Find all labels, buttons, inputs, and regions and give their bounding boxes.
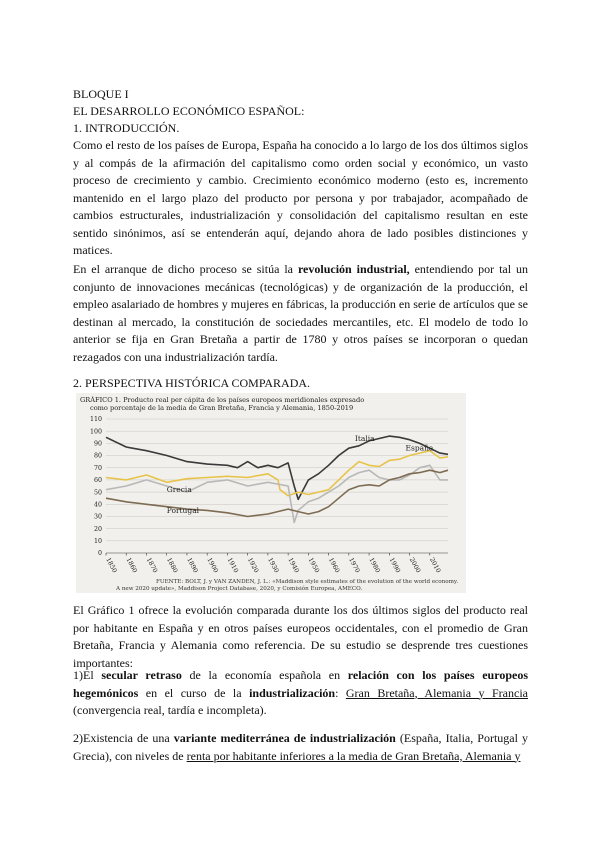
p2-bold-revolucion: revolución industrial, bbox=[297, 262, 410, 276]
y-tick-label: 70 bbox=[93, 464, 102, 472]
x-tick-label: 1870 bbox=[144, 556, 159, 575]
paragraph-industrial-revolution bbox=[73, 261, 528, 366]
series-line-portugal bbox=[106, 470, 448, 516]
x-tick-label: 1860 bbox=[124, 556, 139, 575]
y-tick-label: 30 bbox=[93, 513, 102, 521]
p2-text-a: En el arranque de dicho proceso se sitúa la bbox=[73, 262, 298, 276]
item1-bold-relacion: relación con los países europeos hegemónicos bbox=[73, 668, 528, 700]
x-tick-label: 1920 bbox=[245, 556, 260, 575]
y-tick-label: 100 bbox=[89, 428, 102, 436]
item1-text-g: : bbox=[335, 685, 346, 700]
item2-underlined-renta: renta por habitante inferiores a la media de Gran Bretaña, Alemania y bbox=[186, 748, 521, 763]
y-tick-label: 40 bbox=[93, 501, 102, 509]
x-tick-label: 1880 bbox=[164, 556, 179, 575]
y-tick-label: 20 bbox=[93, 525, 102, 533]
series-label-italia: Italia bbox=[354, 433, 375, 443]
x-tick-label: 1900 bbox=[205, 556, 220, 575]
x-tick-label: 1850 bbox=[104, 556, 118, 575]
p2-text-c: entendiendo por tal un conjunto de innovaciones mecánicas (tecnológicas) y de organización de la producción, el empleo asalariado de hombres y mujeres en fábricas, la producción en serie de artículos que se destinan al mercado, la constitución de sociedades mercantiles, etc. El modelo de todo lo anterior se fija en Gran Bretaña a partir de 1780 y otros países se incorporan o quedan rezagados con una industrialización tardía. bbox=[73, 262, 529, 364]
x-tick-label: 1980 bbox=[367, 556, 382, 575]
item1-text-i: (convergencia real, tardía e incompleta). bbox=[73, 703, 267, 717]
x-tick-label: 1910 bbox=[225, 556, 240, 575]
series-label-portugal: Portugal bbox=[166, 505, 200, 515]
item1-underlined-countries: Gran Bretaña, Alemania y Francia bbox=[345, 685, 528, 700]
chart-series-labels bbox=[167, 434, 434, 515]
item1-text-a: 1)El bbox=[73, 668, 102, 682]
chart-source-line-2: A new 2020 update», Maddison Project Database, 2020, y Comisión Europea, AMECO. bbox=[116, 586, 363, 592]
y-tick-label: 0 bbox=[97, 550, 102, 558]
item2-bold-variante: variante mediterránea de industrialización bbox=[173, 731, 396, 745]
x-tick-label: 1950 bbox=[306, 556, 321, 575]
item1-text-e: en el curso de la bbox=[138, 685, 250, 700]
series-label-españa: España bbox=[405, 443, 434, 453]
x-tick-label: 1990 bbox=[387, 556, 402, 575]
chart-plot-area bbox=[106, 433, 448, 522]
section-heading-1: 1. INTRODUCCIÓN. bbox=[73, 121, 180, 135]
series-line-grecia bbox=[106, 465, 448, 522]
chart-figure bbox=[76, 393, 466, 593]
chart-title-line-1: GRÁFICO 1. Producto real per cápita de los países europeos meridionales expresado bbox=[80, 396, 365, 404]
y-tick-label: 50 bbox=[93, 489, 102, 497]
y-tick-label: 60 bbox=[93, 477, 102, 485]
item1-bold-industrializacion: industrialización bbox=[249, 685, 336, 700]
y-tick-label: 10 bbox=[93, 538, 102, 546]
document-title: EL DESARROLLO ECONÓMICO ESPAÑOL: bbox=[73, 104, 305, 118]
x-tick-label: 2000 bbox=[407, 556, 422, 575]
paragraph-grafico: El Gráfico 1 ofrece la evolución comparada durante los dos últimos siglos del producto real por habitante en España y en otros países europeos occidentales, con el promedio de Gran Bretaña, Francia y Alemania como referencia. De su estudio se desprende tres cuestiones importantes: bbox=[73, 603, 528, 670]
x-tick-label: 1930 bbox=[266, 556, 280, 575]
x-tick-label: 1890 bbox=[185, 556, 199, 575]
list-item-1 bbox=[73, 667, 528, 720]
paragraph-introduction: Como el resto de los países de Europa, España ha conocido a lo largo de los dos últimos siglos y al compás de la afirmación del capitalismo como orden social y económico, un vasto proceso de crecimiento y cambio. Crecimiento económico moderno (esto es, incremento mantenido en el largo plazo del producto por persona y por trabajador, acompañado de cambios estructurales, industrialización y consolidación del capitalismo resultan en este sentido sinónimos, así se entenderán aquí, dejando ahora de lado posibles distinciones y matices. bbox=[73, 138, 528, 257]
chart-axes bbox=[90, 416, 448, 574]
series-label-grecia: Grecia bbox=[166, 485, 192, 495]
x-tick-label: 2010 bbox=[428, 556, 442, 575]
y-tick-label: 80 bbox=[93, 452, 102, 460]
series-line-españa bbox=[106, 451, 448, 496]
item1-text-c: de la economía española en bbox=[181, 668, 348, 682]
block-label: BLOQUE I bbox=[73, 87, 129, 101]
item2-text-a: 2)Existencia de una bbox=[73, 731, 174, 745]
item1-bold-retraso: secular retraso bbox=[101, 668, 182, 682]
item2-text-c: (España, Italia, Portugal y Grecia), con niveles de bbox=[73, 731, 528, 763]
x-tick-label: 1960 bbox=[326, 556, 341, 575]
y-tick-label: 90 bbox=[93, 440, 102, 448]
section-heading-2: 2. PERSPECTIVA HISTÓRICA COMPARADA. bbox=[73, 376, 311, 390]
x-tick-label: 1940 bbox=[286, 556, 301, 575]
chart-source-line-1: FUENTE: BOLT, J. y VAN ZANDEN, J. L.: «Maddison style estimates of the evolution of the world economy. bbox=[156, 579, 459, 585]
y-tick-label: 110 bbox=[89, 416, 102, 424]
chart-title-line-2: como porcentaje de la media de Gran Bretaña, Francia y Alemania, 1850-2019 bbox=[90, 404, 354, 412]
x-tick-label: 1970 bbox=[347, 556, 361, 575]
list-item-2 bbox=[73, 730, 528, 765]
